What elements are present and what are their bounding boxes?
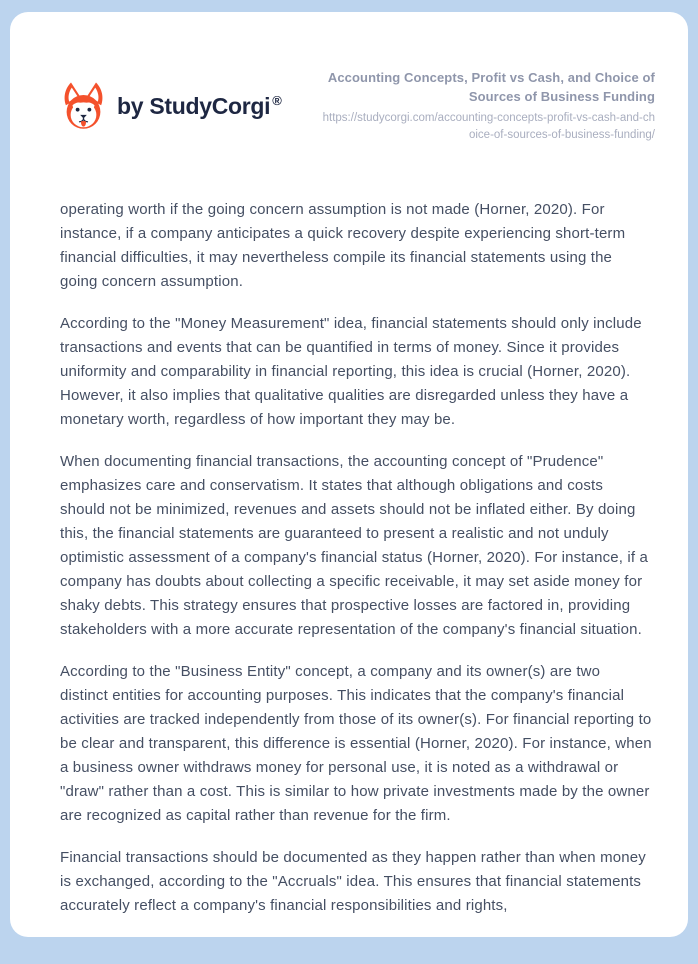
corgi-logo-icon	[60, 81, 107, 131]
paragraph: operating worth if the going concern assumption is not made (Horner, 2020). For instance, if a company anticipates a quick recovery despite experiencing short-term financial difficulties, it may nevertheless compile its financial statements using the going concern assumption.	[60, 201, 626, 290]
paragraph: According to the "Business Entity" concept, a company and its owner(s) are two distinct entities for accounting purposes. This indicates that the company's financial activities are tracked independently from those of its owner(s). For financial reporting to be clear and transparent, this difference is essential (Horner, 2020). For instance, when a business owner withdraws money for personal use, it is noted as a withdrawal or "draw" rather than a cost. This is similar to how private investments made by the owner are recognized as capital rather than revenue for the firm.	[60, 663, 652, 824]
document-card	[10, 12, 688, 937]
paragraph: When documenting financial transactions, the accounting concept of "Prudence" emphasizes care and conservatism. It states that although obligations and costs should not be minimized, revenues and assets should not be inflated either. By doing this, the financial statements are guaranteed to present a realistic and not unduly optimistic assessment of a company's financial status (Horner, 2020). For instance, if a company has doubts about collecting a specific receivable, it may set aside money for shaky debts. This strategy ensures that prospective losses are factored in, providing stakeholders with a more accurate representation of the company's financial situation.	[60, 453, 648, 638]
source-url-link[interactable]: https://studycorgi.com/accounting-concepts-profit-vs-cash-and-choice-of-sources-of-business-funding/	[322, 112, 655, 141]
header-meta	[319, 68, 655, 144]
paragraph: Financial transactions should be documented as they happen rather than when money is exchanged, according to the "Accruals" idea. This ensures that financial statements accurately reflect a company's financial responsibilities and rights,	[60, 849, 646, 914]
document-body	[10, 144, 688, 918]
brand-text: by StudyCorgi ®	[117, 92, 282, 119]
document-header	[10, 12, 688, 144]
page-title: Accounting Concepts, Profit vs Cash, and Choice of Sources of Business Funding	[327, 70, 655, 104]
paragraph: According to the "Money Measurement" idea, financial statements should only include transactions and events that can be quantified in terms of money. Since it provides uniformity and comparability in financial reporting, this idea is crucial (Horner, 2020). However, it also implies that qualitative qualities are disregarded unless they have a monetary worth, regardless of how important they may be.	[60, 315, 642, 428]
registered-mark: ®	[272, 92, 282, 108]
studycorgi-logo	[60, 81, 282, 131]
